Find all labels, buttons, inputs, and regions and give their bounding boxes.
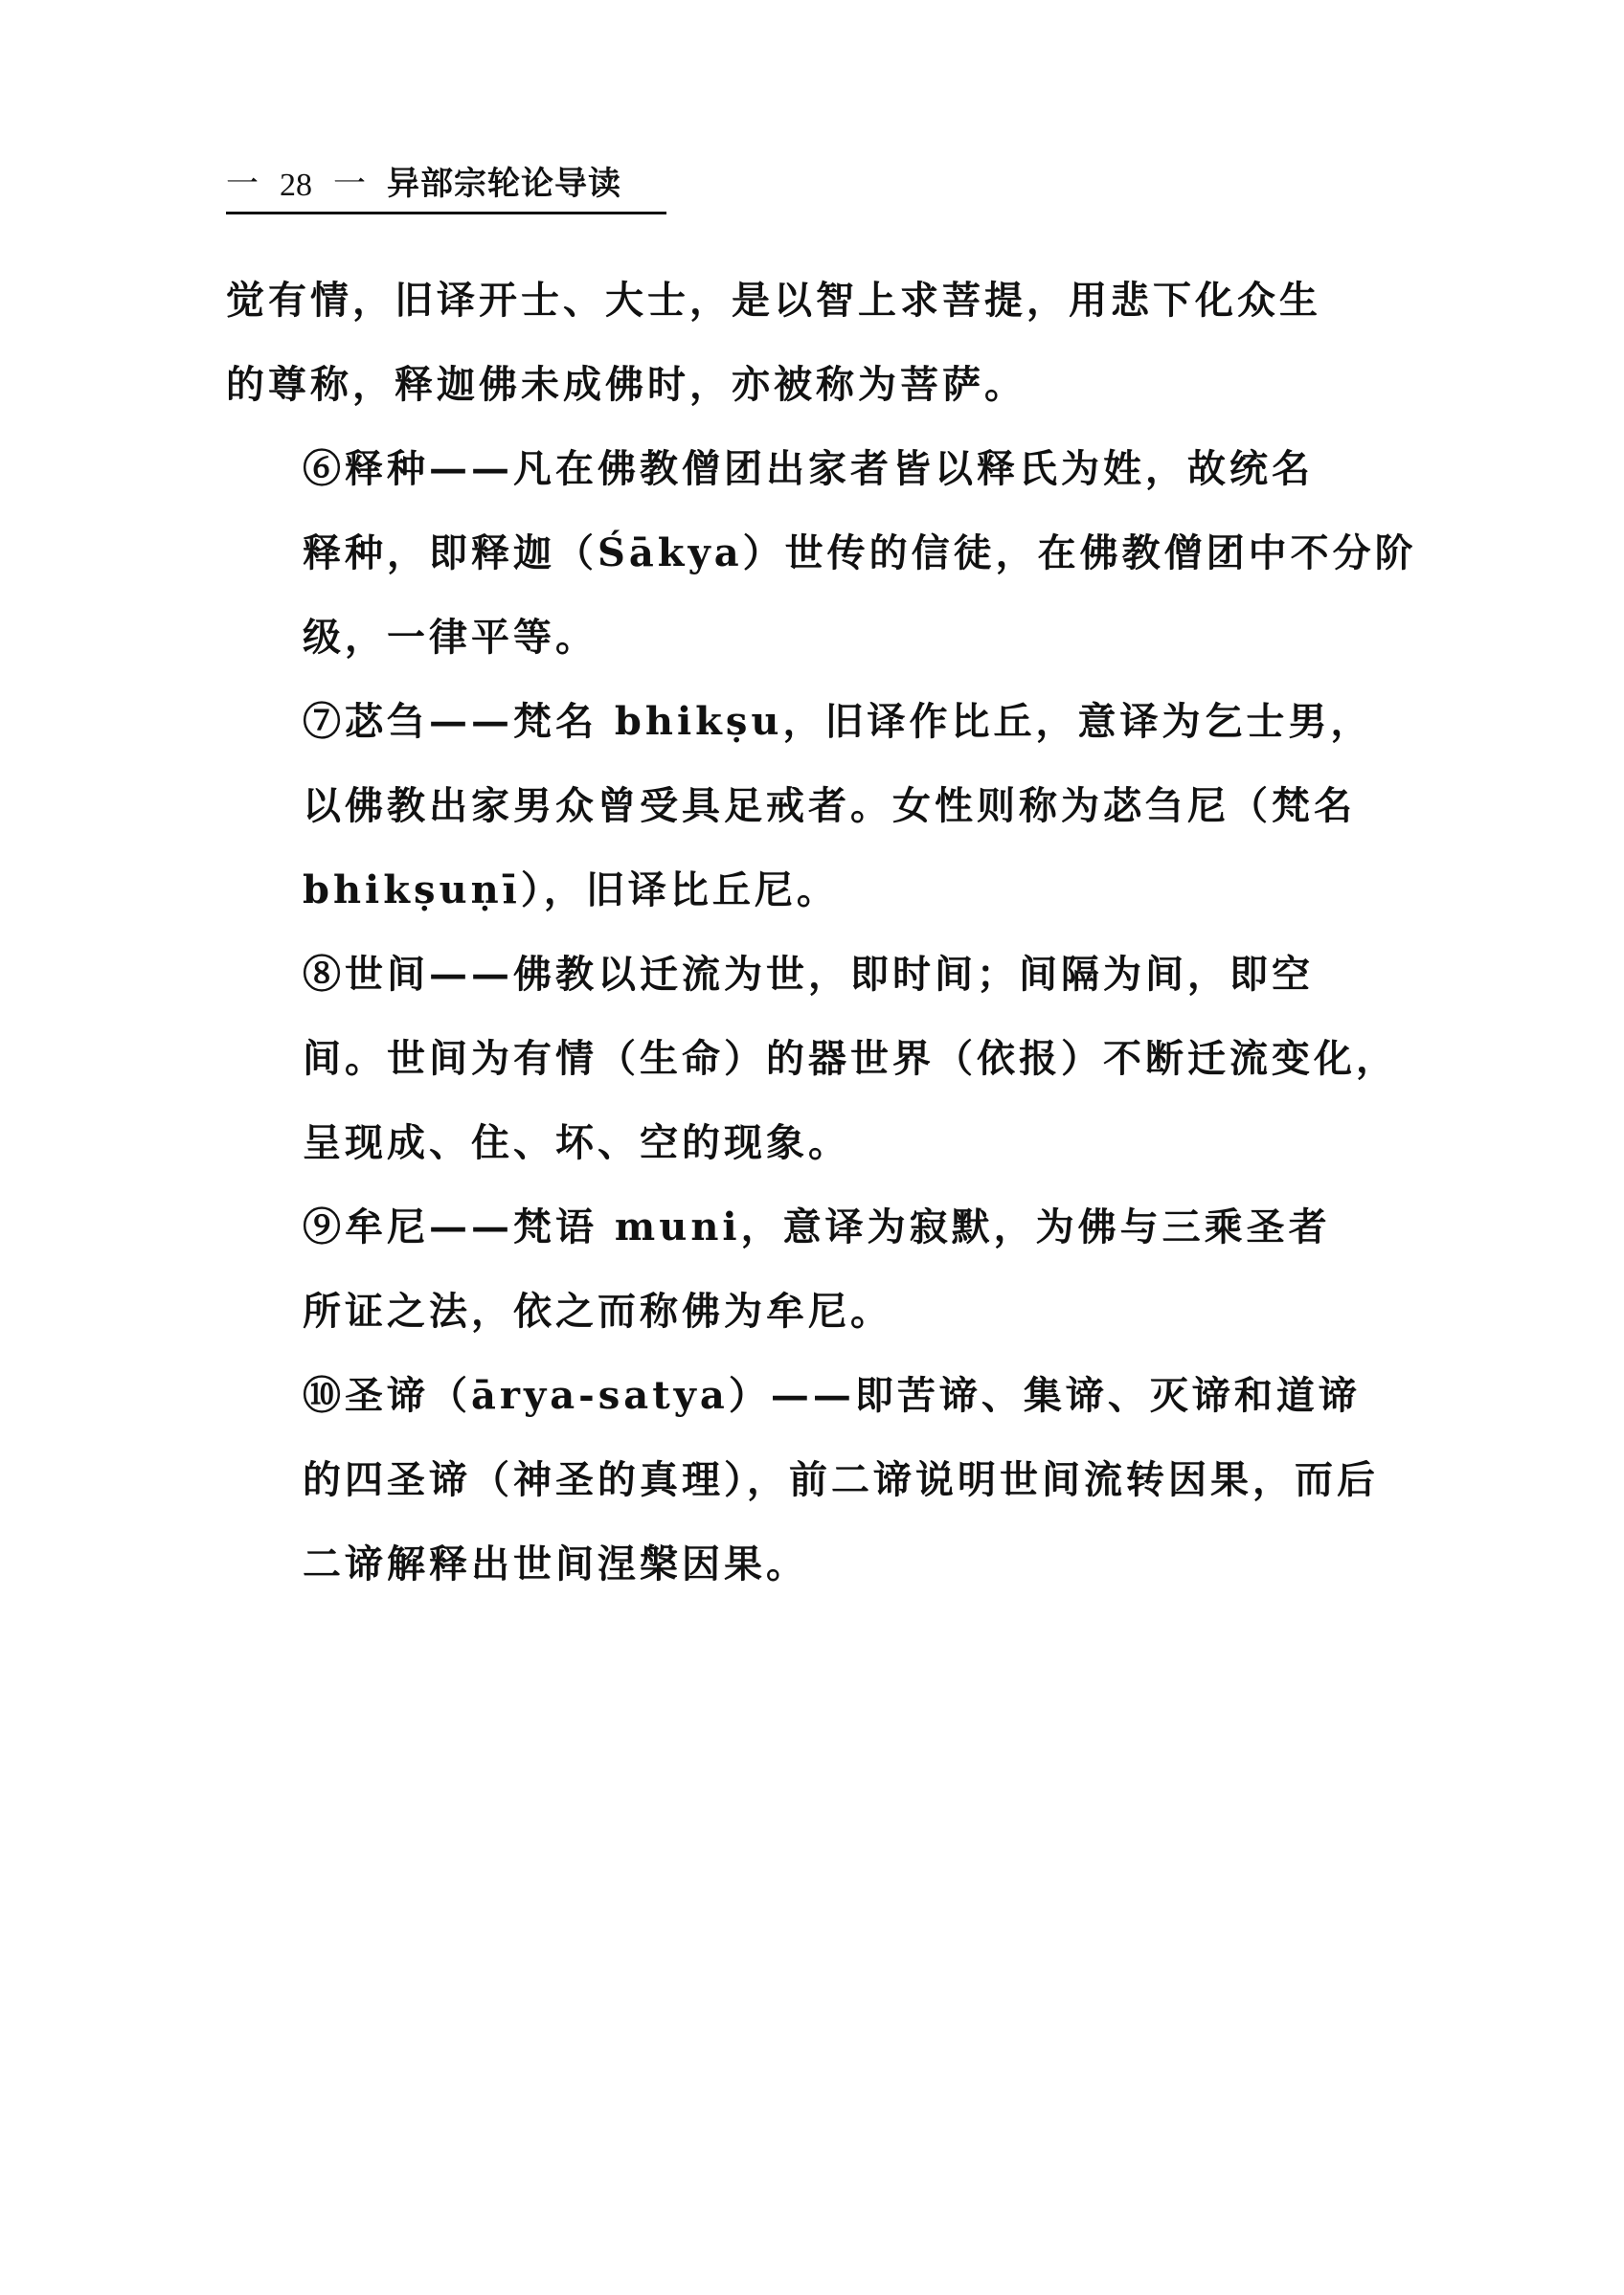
note-8-shijian xyxy=(226,933,1413,1185)
text-line: 间。世间为有情（生命）的器世界（依报）不断迁流变化， xyxy=(303,1036,1398,1081)
page-number: 28 xyxy=(280,168,312,203)
note-9-mouni xyxy=(226,1185,1413,1354)
text-line: ⑦苾刍——梵名 bhikṣu，旧译作比丘，意译为乞士男， xyxy=(303,699,1373,744)
text-line: 的尊称，释迦佛未成佛时，亦被称为菩萨。 xyxy=(226,362,1026,407)
text-line: 以佛教出家男众曾受具足戒者。女性则称为苾刍尼（梵名 xyxy=(303,783,1356,828)
page-body xyxy=(226,259,1417,1607)
text-line: 的四圣谛（神圣的真理），前二谛说明世间流转因果，而后 xyxy=(303,1457,1379,1502)
text-line: 呈现成、住、坏、空的现象。 xyxy=(303,1120,850,1165)
note-10-shengdi xyxy=(226,1354,1413,1607)
text-line: ⑥释种——凡在佛教僧团出家者皆以释氏为姓，故统名 xyxy=(303,446,1314,491)
text-line: 所证之法，依之而称佛为牟尼。 xyxy=(303,1289,892,1334)
text-line: ⑨牟尼——梵语 muni，意译为寂默，为佛与三乘圣者 xyxy=(303,1204,1331,1249)
header-dash-right: 一 xyxy=(333,165,366,203)
note-7-bichu xyxy=(226,680,1413,933)
text-line: 觉有情，旧译开士、大士，是以智上求菩提，用悲下化众生 xyxy=(226,278,1321,323)
text-line: ⑧世间——佛教以迁流为世，即时间；间隔为间，即空 xyxy=(303,952,1314,997)
text-line: ⑩圣谛（ārya-satya）——即苦谛、集谛、灭谛和道谛 xyxy=(303,1373,1361,1418)
text-line: 级，一律平等。 xyxy=(303,615,598,660)
text-line: 释种，即释迦（Śākya）世传的信徒，在佛教僧团中不分阶 xyxy=(303,530,1417,575)
note-6-shizhong xyxy=(226,427,1417,680)
text-line: 二谛解释出世间涅槃因果。 xyxy=(303,1541,808,1586)
header-dash-left: 一 xyxy=(226,165,259,203)
paragraph-bodhisattva-continued xyxy=(226,259,1413,427)
running-header xyxy=(226,161,666,214)
text-line: bhikṣuṇī），旧译比丘尼。 xyxy=(303,867,839,912)
book-title: 异部宗轮论导读 xyxy=(387,165,621,203)
